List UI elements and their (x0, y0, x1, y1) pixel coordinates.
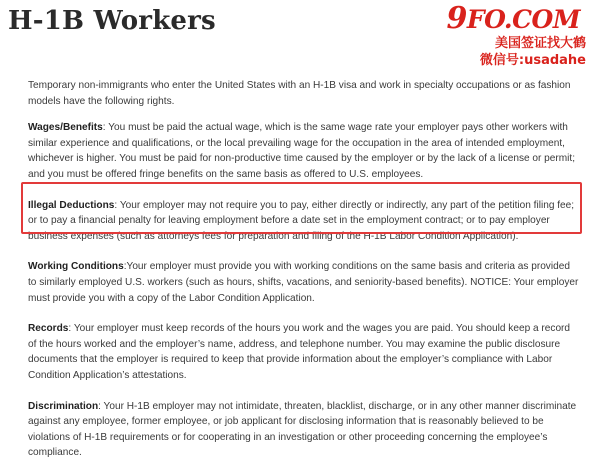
rights-document (28, 78, 580, 476)
section-text: Your H-1B employer may not intimidate, threaten, blacklist, discharge, or in any other manner discriminate against any employee, former employee, or job applicant for disclosing information that is reasonably believed to be violations of H-1B requirements or for cooperating in an investigation or other proceeding concerning the employee’s compliance. (28, 400, 577, 459)
section-heading: Wages/Benefits (28, 122, 103, 134)
watermark-logo-prefix: 9 (446, 1, 467, 36)
section-heading: Discrimination (28, 400, 99, 412)
section-separator: : (102, 122, 109, 134)
section-heading: Illegal Deductions (28, 199, 115, 211)
section-separator: : (123, 261, 127, 273)
section-working-conditions (28, 259, 580, 306)
section-heading: Records (28, 323, 69, 335)
watermark-logo-rest: FO.COM (466, 5, 580, 34)
watermark-logo (444, 1, 594, 36)
section-wages-benefits (28, 120, 580, 182)
watermark-line-1: 美国签证找大鹤 (494, 36, 586, 51)
section-heading: Working Conditions (28, 261, 124, 273)
section-text: Your employer may not require you to pay, either directly or indirectly, any part of the petition filing fee; or to pay a financial penalty for leaving employment before a date set in the employment contract; or to pay employer business expenses (such as attorneys fees for preparation and filing of the H-1B Labor Condition Application). (28, 199, 575, 242)
section-text: You must be paid the actual wage, which is the same wage rate your employer pays other workers with similar experience and qualifications, or the local prevailing wage for the occupation in the area of intended employment, whichever is higher. You must be paid for non-productive time caused by the employer or by the lack of a license or permit; and you must be offered fringe benefits on the same basis as offered to U.S. employees. (28, 122, 576, 180)
section-text: Your employer must provide you with working conditions on the same basis and criteria as provided to similarly employed U.S. workers (such as hours, shifts, vacations, and seniority-based benefits). NOTICE: Your employer must provide you with a copy of the Labor Condition Application. (28, 261, 579, 304)
page-title: H-1B Workers (8, 6, 216, 36)
section-records (28, 321, 580, 383)
section-separator: : (98, 400, 104, 412)
section-discrimination (28, 399, 580, 461)
section-separator: : (114, 199, 120, 211)
section-illegal-deductions (28, 198, 580, 245)
watermark-line-2: 微信号:usadahe (479, 53, 586, 68)
section-separator: : (68, 323, 74, 335)
intro-paragraph: Temporary non-immigrants who enter the United States with an H-1B visa and work in specialty occupations or as fashion models have the following rights. (28, 80, 571, 107)
watermark (444, 1, 594, 69)
section-text: Your employer must keep records of the hours you work and the wages you are paid. You should keep a record of the hours worked and the employer’s name, address, and telephone number. You may examine the public disclosure documents that the employer is required to keep that provide information about the employer’s compliance with Labor Condition Application’s attestations. (28, 323, 571, 381)
